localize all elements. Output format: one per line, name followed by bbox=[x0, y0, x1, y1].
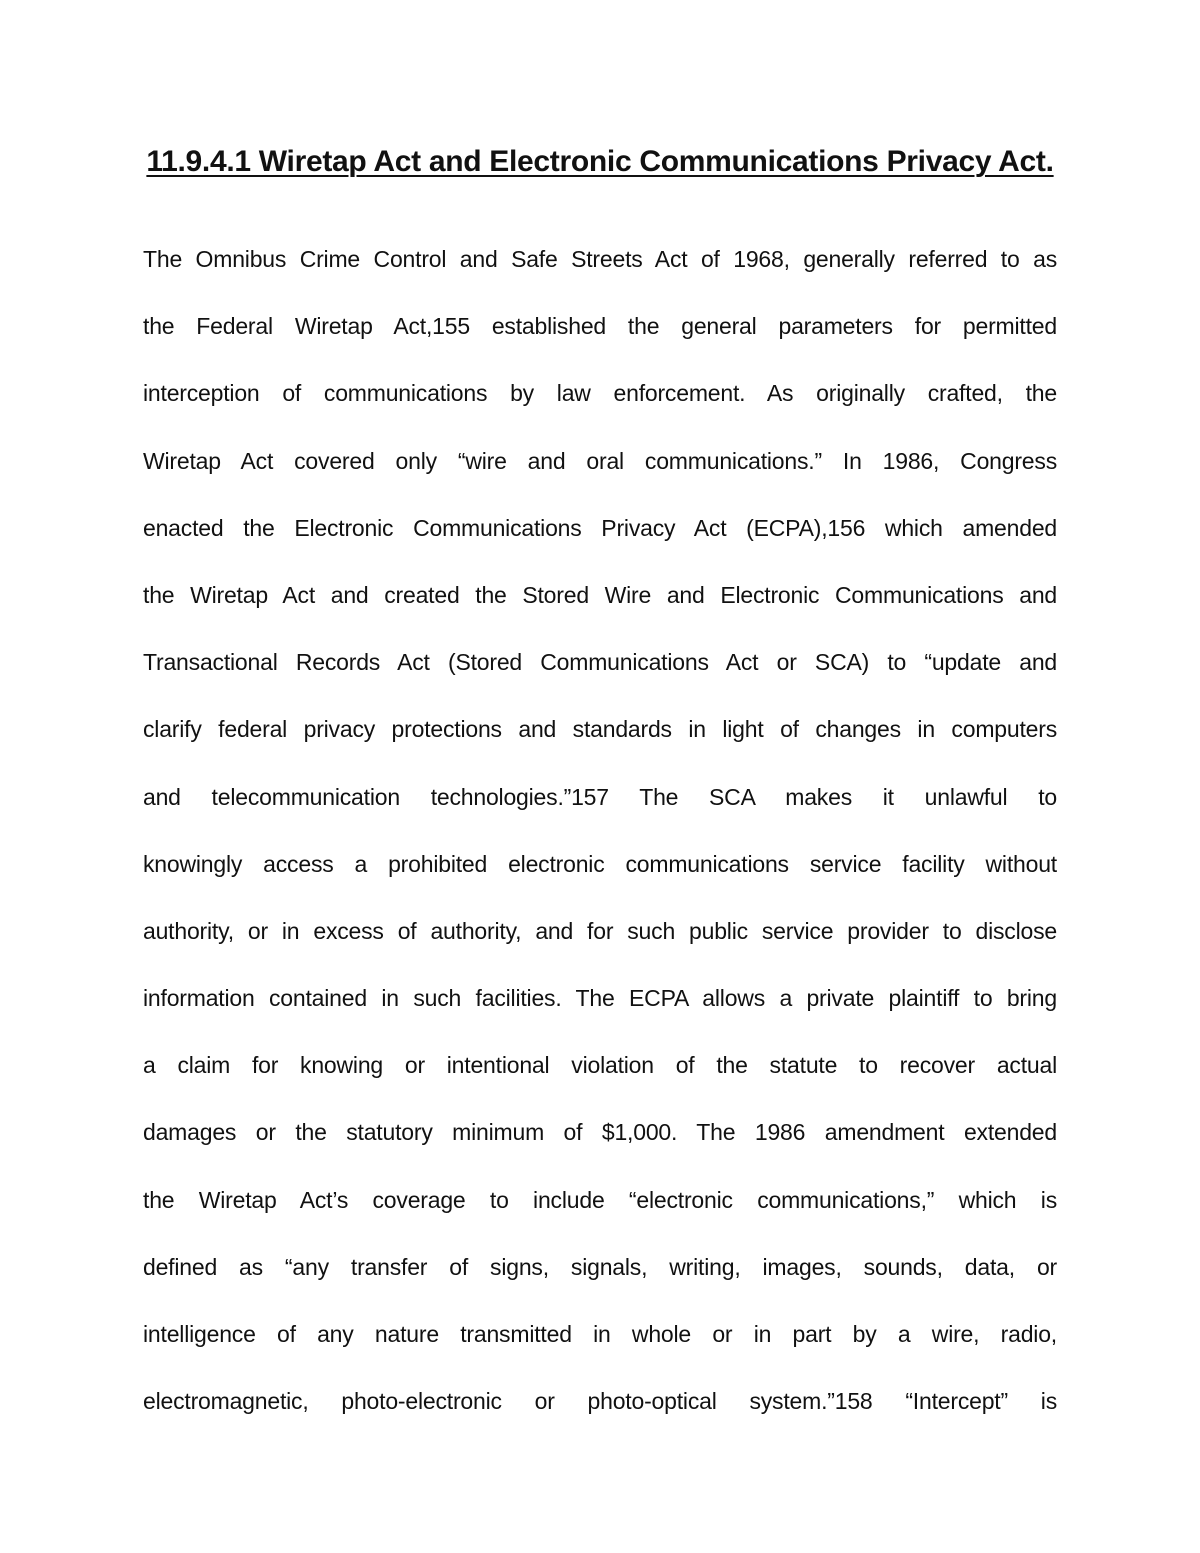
paragraph-line: information contained in such facilities. The ECPA allows a private plaintiff to bring bbox=[143, 985, 1057, 1012]
paragraph-line: defined as “any transfer of signs, signals, writing, images, sounds, data, or bbox=[143, 1253, 1057, 1280]
paragraph-line: electromagnetic, photo-electronic or photo-optical system.”158 “Intercept” is bbox=[143, 1388, 1057, 1415]
paragraph-line: enacted the Electronic Communications Privacy Act (ECPA),156 which amended bbox=[143, 514, 1057, 541]
paragraph-line: knowingly access a prohibited electronic communications service facility without bbox=[143, 850, 1057, 877]
paragraph-line: Transactional Records Act (Stored Communications Act or SCA) to “update and bbox=[143, 649, 1057, 676]
paragraph-line: intelligence of any nature transmitted in whole or in part by a wire, radio, bbox=[143, 1321, 1057, 1347]
paragraph-line: The Omnibus Crime Control and Safe Streets Act of 1968, generally referred to as bbox=[143, 246, 1057, 272]
paragraph-line: damages or the statutory minimum of $1,000. The 1986 amendment extended bbox=[143, 1119, 1057, 1146]
paragraph-line: a claim for knowing or intentional violation of the statute to recover actual bbox=[143, 1052, 1057, 1079]
paragraph-line: authority, or in excess of authority, and for such public service provider to disclose bbox=[143, 917, 1057, 944]
paragraph-line: and telecommunication technologies.”157 The SCA makes it unlawful to bbox=[143, 783, 1057, 810]
paragraph-line: the Wiretap Act’s coverage to include “electronic communications,” which is bbox=[143, 1186, 1057, 1213]
body-paragraph bbox=[143, 238, 1057, 1447]
section-title-text: 11.9.4.1 Wiretap Act and Electronic Communications Privacy Act. bbox=[146, 145, 1054, 178]
paragraph-line: the Federal Wiretap Act,155 established the general parameters for permitted bbox=[143, 313, 1057, 340]
paragraph-line: the Wiretap Act and created the Stored Wire and Electronic Communications and bbox=[143, 581, 1057, 608]
paragraph-line: Wiretap Act covered only “wire and oral communications.” In 1986, Congress bbox=[143, 447, 1057, 474]
section-title bbox=[0, 142, 1200, 182]
paragraph-line: interception of communications by law enforcement. As originally crafted, the bbox=[143, 380, 1057, 407]
paragraph-line: clarify federal privacy protections and standards in light of changes in computers bbox=[143, 716, 1057, 743]
